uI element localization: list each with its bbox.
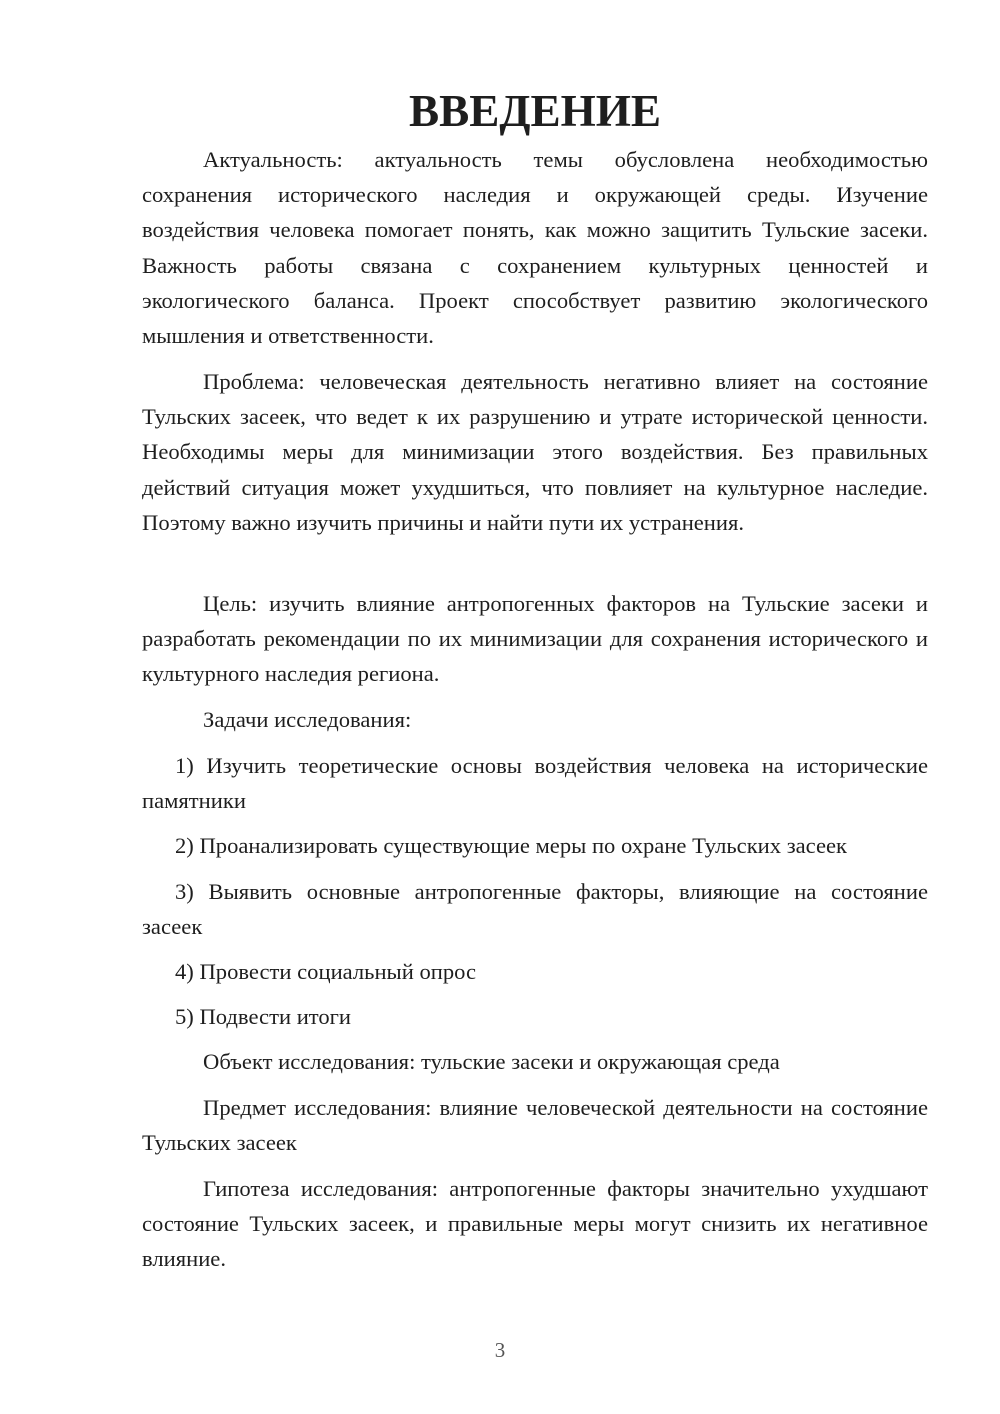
page-number: 3 [494,1338,506,1362]
task-list-item: 2) Проанализировать существующие меры по охране Тульских засеек [175,833,847,858]
paragraph-aktualnost: Актуальность: актуальность темы обусловлена необходимостью сохранения исторического наследия и окружающей среды. Изучение воздействия человека помогает понять, как можно защитить Тульские засеки. Важность работы связана с сохранением культурных ценностей и экологического баланса. Проект способствует развитию экологического мышления и ответственности. [142,147,928,349]
paragraph-cel: Цель: изучить влияние антропогенных факторов на Тульские засеки и разработать рекомендации по их минимизации для сохранения исторического и культурного наследия региона. [142,591,928,687]
page-title: ВВЕДЕНИЕ [408,86,662,136]
paragraph-predmet: Предмет исследования: влияние человеческой деятельности на состояние Тульских засеек [142,1095,928,1156]
paragraph-obekt: Объект исследования: тульские засеки и окружающая среда [203,1049,780,1074]
task-list-item: 1) Изучить теоретические основы воздействия человека на исторические памятники [142,753,928,814]
task-list-item: 5) Подвести итоги [175,1004,352,1029]
task-list-item: 4) Провести социальный опрос [175,959,477,984]
tasks-heading: Задачи исследования: [203,707,412,732]
paragraph-gipoteza: Гипотеза исследования: антропогенные факторы значительно ухудшают состояние Тульских засеек, и правильные меры могут снизить их негативное влияние. [142,1176,928,1272]
task-list-item: 3) Выявить основные антропогенные факторы, влияющие на состояние засеек [142,879,928,940]
paragraph-problema: Проблема: человеческая деятельность негативно влияет на состояние Тульских засеек, что ведет к их разрушению и утрате исторической ценности. Необходимы меры для минимизации этого воздействия. Без правильных действий ситуация может ухудшиться, что повлияет на культурное наследие. Поэтому важно изучить причины и найти пути их устранения. [142,369,928,535]
